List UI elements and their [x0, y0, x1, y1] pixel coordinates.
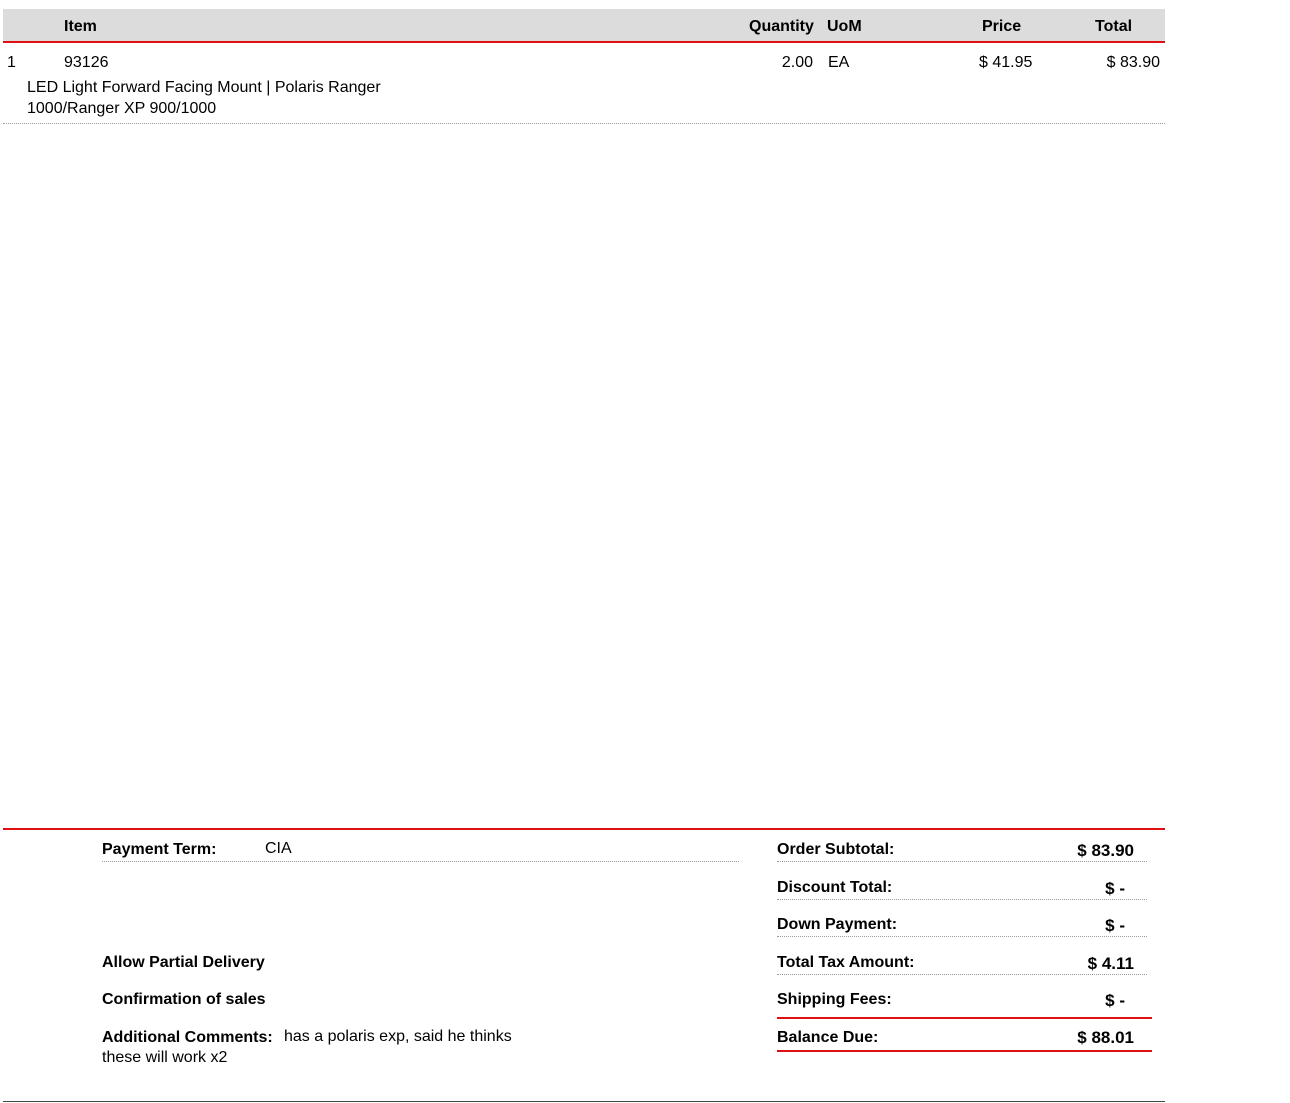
page-bottom-border [3, 1101, 1165, 1102]
total-tax-label: Total Tax Amount: [777, 954, 915, 971]
payment-term-underline [102, 861, 739, 862]
line-number: 1 [7, 54, 16, 71]
column-header-item: Item [64, 18, 97, 35]
total-tax-underline [777, 974, 1147, 975]
balance-due-label: Balance Due: [777, 1029, 879, 1046]
footer-divider [3, 828, 1165, 830]
header-divider [3, 41, 1165, 43]
balance-due-top-line [777, 1017, 1152, 1019]
down-payment-underline [777, 936, 1147, 937]
payment-term-label: Payment Term: [102, 841, 217, 858]
item-quantity: 2.00 [781, 54, 813, 71]
column-header-uom: UoM [827, 18, 862, 35]
payment-term-value: CIA [265, 840, 292, 857]
discount-total-value: $ - [1105, 879, 1125, 898]
order-subtotal-underline [777, 861, 1147, 862]
discount-total-underline [777, 899, 1147, 900]
order-subtotal-label: Order Subtotal: [777, 841, 895, 858]
discount-total-label: Discount Total: [777, 879, 893, 896]
item-total: $ 83.90 [1106, 54, 1160, 71]
item-description-line1: LED Light Forward Facing Mount | Polaris Ranger [27, 79, 381, 96]
balance-due-value: $ 88.01 [1077, 1028, 1134, 1047]
column-header-price: Price [982, 18, 1022, 35]
shipping-fees-value: $ - [1105, 991, 1125, 1010]
column-header-total: Total [1095, 18, 1133, 35]
item-uom: EA [828, 54, 850, 71]
item-price: $ 41.95 [979, 54, 1033, 71]
shipping-fees-label: Shipping Fees: [777, 991, 892, 1008]
row-divider [3, 123, 1165, 124]
allow-partial-delivery: Allow Partial Delivery [102, 954, 265, 971]
additional-comments-line1: has a polaris exp, said he thinks [284, 1028, 512, 1045]
total-tax-value: $ 4.11 [1087, 954, 1134, 973]
confirmation-of-sales: Confirmation of sales [102, 991, 266, 1008]
down-payment-value: $ - [1105, 916, 1125, 935]
item-number: 93126 [64, 54, 109, 71]
column-header-quantity: Quantity [749, 18, 814, 35]
down-payment-label: Down Payment: [777, 916, 898, 933]
item-description-line2: 1000/Ranger XP 900/1000 [27, 100, 217, 117]
balance-due-bottom-line [777, 1050, 1152, 1052]
additional-comments-line2: these will work x2 [102, 1049, 228, 1066]
additional-comments-label: Additional Comments: [102, 1029, 273, 1046]
order-subtotal-value: $ 83.90 [1077, 841, 1134, 860]
